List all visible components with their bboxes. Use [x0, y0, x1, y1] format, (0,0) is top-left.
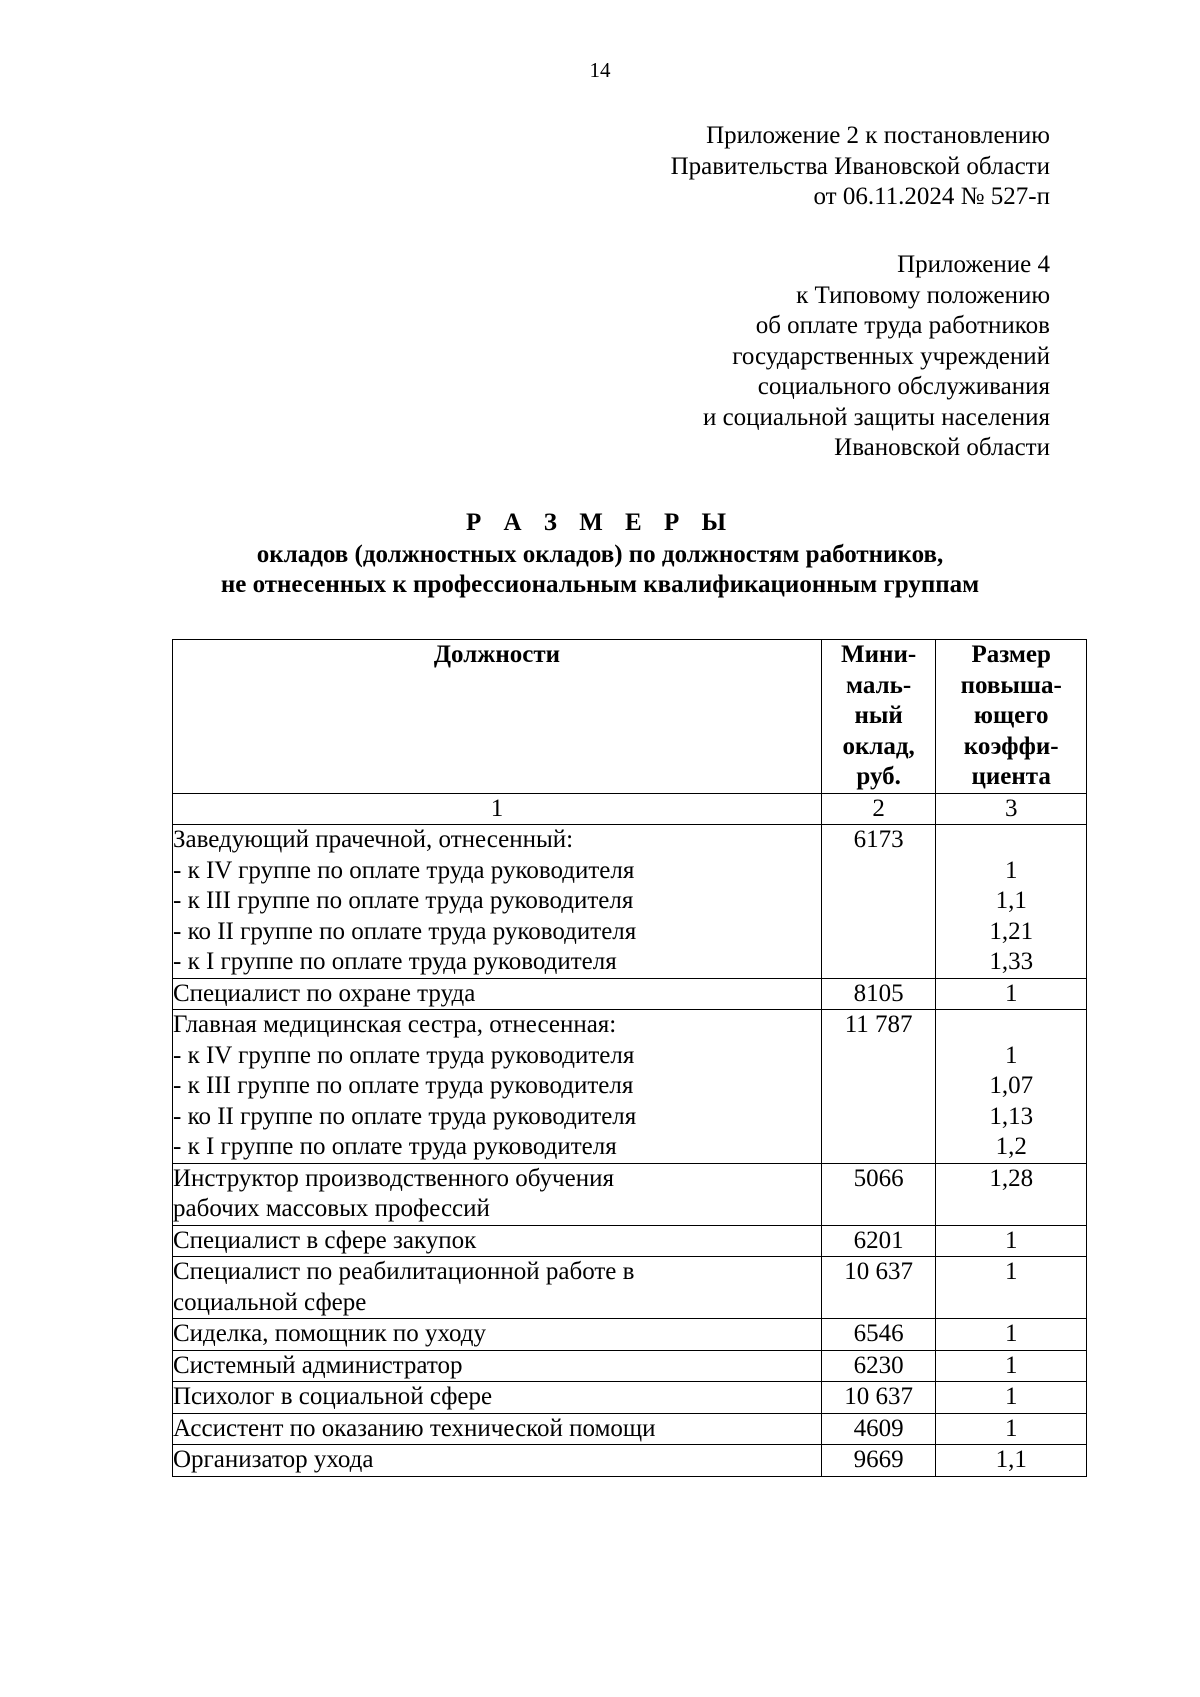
min-salary-cell: 6173 [821, 825, 936, 979]
table-row [173, 978, 1087, 1010]
table-row [173, 1382, 1087, 1414]
min-salary-cell: 5066 [821, 1163, 936, 1225]
title-heading: Р А З М Е Р Ы [465, 509, 735, 536]
coefficient-line: 1,2 [995, 1133, 1027, 1160]
coefficient-cell: 1 [936, 1225, 1087, 1257]
appendix-line: к Типовому положению [796, 281, 1050, 309]
position-line: - ко II группе по оплате труда руководителя [173, 1102, 637, 1130]
coefficient-cell: 1 [936, 1382, 1087, 1414]
header-line: циента [971, 763, 1051, 790]
position-cell [173, 1319, 822, 1351]
table-row [173, 1445, 1087, 1477]
header-line: ющего [973, 702, 1049, 729]
coefficient-line [936, 825, 1086, 856]
column-number: 2 [821, 793, 936, 825]
coefficient-cell: 1 [936, 978, 1087, 1010]
position-line: Заведующий прачечной, отнесенный: [173, 826, 574, 853]
coefficient-cell: 1 [936, 1350, 1087, 1382]
column-number: 1 [173, 793, 822, 825]
position-line: Специалист в сфере закупок [173, 1226, 477, 1254]
table-row [173, 825, 1087, 979]
coefficient-line: 1 [1004, 1041, 1018, 1069]
title-subline: окладов (должностных окладов) по должностям работников, [256, 541, 944, 568]
coefficient-cell: 1,1 [936, 1445, 1087, 1477]
coefficient-cell [936, 825, 1087, 979]
table-row [173, 1319, 1087, 1351]
table-row [173, 1257, 1087, 1319]
position-line: Инструктор производственного обучения [173, 1164, 614, 1192]
coefficient-cell: 1 [936, 1319, 1087, 1351]
min-salary-cell: 4609 [821, 1413, 936, 1445]
document-title [0, 508, 1200, 600]
column-number-row [173, 793, 1087, 825]
table-row [173, 1413, 1087, 1445]
coefficient-line: 1 [1004, 856, 1018, 884]
header-line: оклад, [842, 732, 915, 760]
position-line: Системный администратор [173, 1351, 463, 1379]
table-row [173, 1010, 1087, 1164]
appendix-reference-regulation [703, 250, 1050, 464]
position-cell [173, 1382, 822, 1414]
appendix-line: Ивановской области [834, 434, 1050, 461]
position-line: - к III группе по оплате труда руководителя [173, 887, 634, 914]
appendix-line: государственных учреждений [732, 342, 1050, 370]
appendix-line: и социальной защиты населения [702, 403, 1050, 431]
min-salary-cell: 9669 [821, 1445, 936, 1477]
position-line: - к I группе по оплате труда руководителя [173, 948, 617, 975]
table-row [173, 1350, 1087, 1382]
header-coefficient [936, 640, 1087, 794]
coefficient-cell: 1 [936, 1257, 1087, 1319]
position-line: Организатор ухода [173, 1446, 374, 1473]
position-cell [173, 1010, 822, 1164]
position-line: социальной сфере [173, 1288, 367, 1316]
min-salary-cell: 6230 [821, 1350, 936, 1382]
appendix-reference-resolution [671, 121, 1050, 213]
position-cell [173, 1445, 822, 1477]
position-cell [173, 978, 822, 1010]
position-line: Ассистент по оказанию технической помощи [173, 1414, 656, 1442]
page-number: 14 [589, 58, 611, 82]
min-salary-cell: 6201 [821, 1225, 936, 1257]
position-cell [173, 1163, 822, 1225]
column-number: 3 [936, 793, 1087, 825]
appendix-line: об оплате труда работников [755, 312, 1050, 339]
position-cell [173, 825, 822, 979]
min-salary-cell: 10 637 [821, 1382, 936, 1414]
coefficient-line: 1,33 [989, 948, 1034, 975]
appendix-line: Приложение 2 к постановлению [706, 122, 1050, 149]
coefficient-line: 1,1 [995, 887, 1027, 914]
coefficient-cell: 1,28 [936, 1163, 1087, 1225]
header-line: повыша- [960, 671, 1062, 699]
position-line: Специалист по охране труда [173, 979, 476, 1007]
appendix-line: от 06.11.2024 № 527-п [813, 183, 1050, 210]
position-cell [173, 1413, 822, 1445]
table-row [173, 1225, 1087, 1257]
title-subline: не отнесенных к профессиональным квалификационным группам [220, 571, 980, 598]
position-line: - к IV группе по оплате труда руководителя [173, 856, 635, 884]
position-line: Сиделка, помощник по уходу [173, 1320, 487, 1347]
position-cell [173, 1225, 822, 1257]
position-line: Специалист по реабилитационной работе в [173, 1258, 635, 1285]
min-salary-cell: 11 787 [821, 1010, 936, 1164]
header-line: маль- [846, 671, 912, 699]
header-line: ный [854, 702, 903, 729]
position-line: - ко II группе по оплате труда руководителя [173, 917, 637, 945]
coefficient-line: 1,13 [989, 1102, 1034, 1130]
header-min-salary [821, 640, 936, 794]
coefficient-cell [936, 1010, 1087, 1164]
min-salary-cell: 8105 [821, 978, 936, 1010]
position-line: - к IV группе по оплате труда руководителя [173, 1041, 635, 1069]
table-row [173, 1163, 1087, 1225]
header-line: Мини- [841, 641, 917, 668]
position-line: рабочих массовых профессий [173, 1195, 490, 1222]
position-cell [173, 1350, 822, 1382]
min-salary-cell: 6546 [821, 1319, 936, 1351]
position-cell [173, 1257, 822, 1319]
header-line: руб. [856, 763, 901, 790]
coefficient-line: 1,21 [989, 917, 1034, 945]
min-salary-cell: 10 637 [821, 1257, 936, 1319]
position-line: Психолог в социальной сфере [173, 1383, 493, 1410]
coefficient-line [936, 1010, 1086, 1041]
appendix-line: Правительства Ивановской области [670, 152, 1050, 180]
coefficient-cell: 1 [936, 1413, 1087, 1445]
header-line: Размер [971, 641, 1051, 668]
coefficient-line: 1,07 [989, 1072, 1034, 1099]
appendix-line: Приложение 4 [897, 251, 1050, 278]
table-header-row [173, 640, 1087, 794]
position-line: Главная медицинская сестра, отнесенная: [173, 1011, 617, 1038]
header-position: Должности [173, 640, 822, 794]
header-line: коэффи- [963, 732, 1059, 760]
position-line: - к III группе по оплате труда руководителя [173, 1072, 634, 1099]
position-line: - к I группе по оплате труда руководителя [173, 1133, 617, 1160]
salary-table [172, 639, 1087, 1477]
appendix-line: социального обслуживания [757, 373, 1050, 400]
